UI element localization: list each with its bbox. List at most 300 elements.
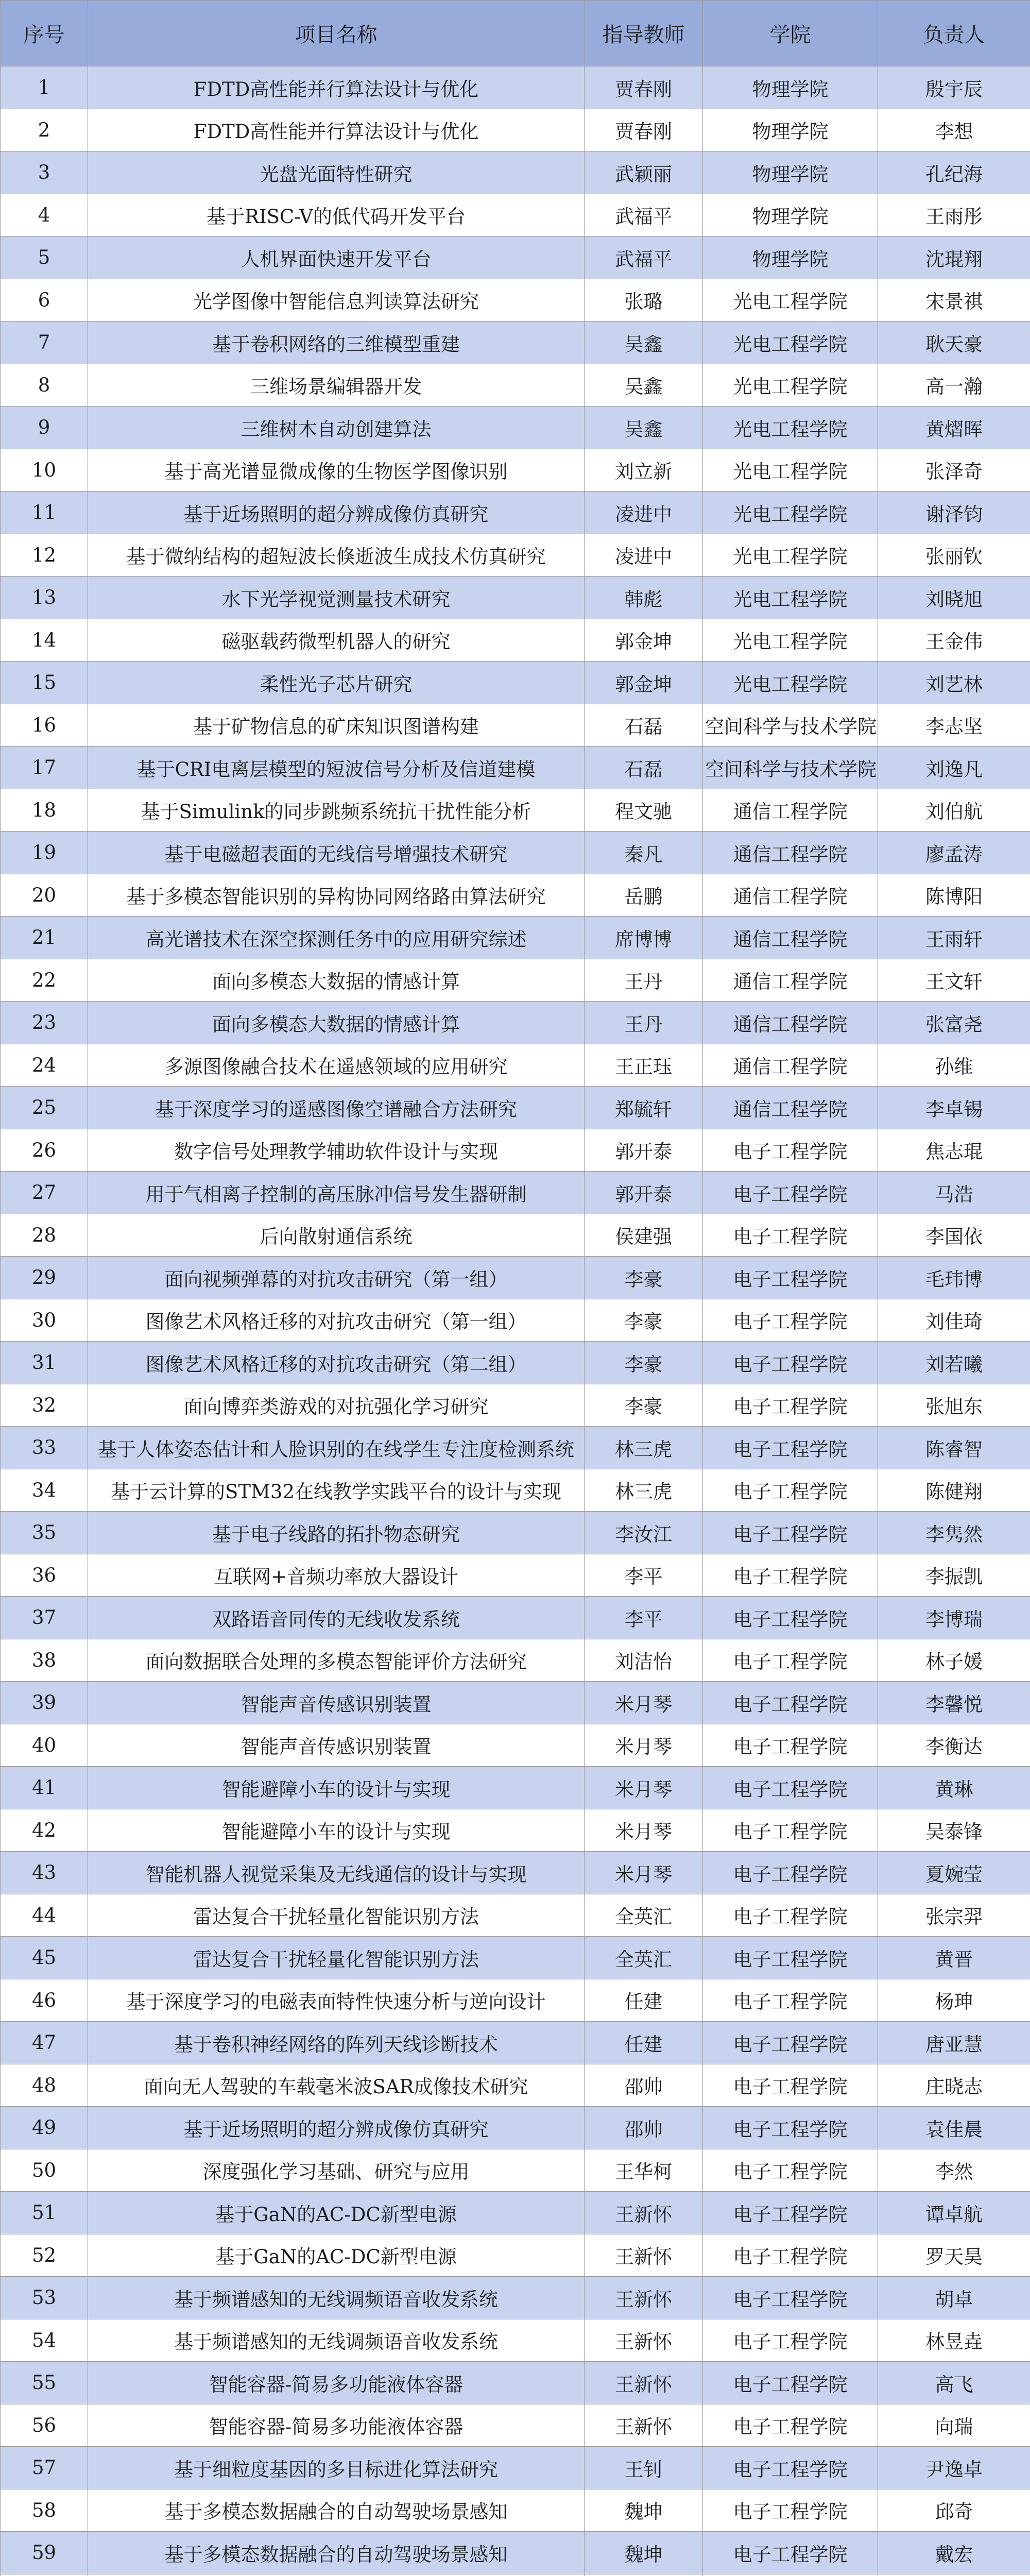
cell-advisor: 王丹 [585, 1002, 703, 1044]
cell-leader: 刘若曦 [878, 1342, 1030, 1384]
cell-project-name: 后向散射通信系统 [88, 1214, 585, 1257]
cell-index: 58 [1, 2489, 88, 2532]
table-row [1, 874, 1030, 917]
cell-advisor: 郭金坤 [585, 662, 703, 704]
cell-college: 电子工程学院 [703, 1299, 878, 1342]
cell-college: 电子工程学院 [703, 1427, 878, 1469]
cell-advisor: 刘洁怡 [585, 1639, 703, 1682]
table-row [1, 109, 1030, 151]
cell-leader: 向瑞 [878, 2404, 1030, 2447]
cell-index: 11 [1, 492, 88, 534]
cell-index: 17 [1, 747, 88, 789]
cell-project-name: 基于频谱感知的无线调频语音收发系统 [88, 2319, 585, 2362]
cell-project-name: 面向博弈类游戏的对抗强化学习研究 [88, 1384, 585, 1427]
cell-advisor: 李汝江 [585, 1512, 703, 1554]
cell-index: 49 [1, 2107, 88, 2149]
cell-project-name: 互联网+音频功率放大器设计 [88, 1554, 585, 1597]
cell-leader: 袁佳晨 [878, 2107, 1030, 2149]
table-row [1, 1682, 1030, 1724]
cell-index: 34 [1, 1469, 88, 1512]
cell-project-name: 雷达复合干扰轻量化智能识别方法 [88, 1894, 585, 1937]
cell-index: 28 [1, 1214, 88, 1257]
cell-leader: 夏婉莹 [878, 1852, 1030, 1894]
cell-leader: 孙维 [878, 1044, 1030, 1087]
cell-project-name: 光学图像中智能信息判读算法研究 [88, 279, 585, 321]
cell-index: 52 [1, 2234, 88, 2277]
cell-college: 光电工程学院 [703, 321, 878, 364]
cell-advisor: 米月琴 [585, 1724, 703, 1767]
cell-leader: 张旭东 [878, 1384, 1030, 1427]
cell-project-name: 基于RISC-V的低代码开发平台 [88, 194, 585, 236]
cell-index: 16 [1, 704, 88, 747]
table-row [1, 1002, 1030, 1044]
table-row [1, 2489, 1030, 2532]
cell-college: 电子工程学院 [703, 2234, 878, 2277]
cell-project-name: 面向多模态大数据的情感计算 [88, 959, 585, 1002]
cell-leader: 吴泰锋 [878, 1809, 1030, 1852]
cell-college: 电子工程学院 [703, 2064, 878, 2107]
cell-project-name: 图像艺术风格迁移的对抗攻击研究（第一组） [88, 1299, 585, 1342]
cell-college: 电子工程学院 [703, 1852, 878, 1894]
cell-index: 33 [1, 1427, 88, 1469]
cell-advisor: 全英汇 [585, 1937, 703, 1979]
cell-index: 32 [1, 1384, 88, 1427]
table-row [1, 1597, 1030, 1639]
cell-leader: 刘逸凡 [878, 747, 1030, 789]
table-row [1, 2319, 1030, 2362]
table-row [1, 1809, 1030, 1852]
cell-project-name: 智能避障小车的设计与实现 [88, 1767, 585, 1809]
cell-advisor: 武颖丽 [585, 151, 703, 194]
cell-project-name: 智能机器人视觉采集及无线通信的设计与实现 [88, 1852, 585, 1894]
cell-index: 8 [1, 364, 88, 406]
cell-college: 电子工程学院 [703, 2489, 878, 2532]
cell-leader: 马浩 [878, 1172, 1030, 1214]
cell-index: 38 [1, 1639, 88, 1682]
cell-index: 45 [1, 1937, 88, 1979]
cell-college: 空间科学与技术学院 [703, 704, 878, 747]
cell-college: 电子工程学院 [703, 1597, 878, 1639]
table-row [1, 2277, 1030, 2319]
cell-index: 3 [1, 151, 88, 194]
cell-leader: 李博瑞 [878, 1597, 1030, 1639]
table-row [1, 1979, 1030, 2022]
cell-leader: 刘晓旭 [878, 577, 1030, 619]
cell-leader: 黄晋 [878, 1937, 1030, 1979]
cell-college: 通信工程学院 [703, 1044, 878, 1087]
cell-project-name: 基于多模态数据融合的自动驾驶场景感知 [88, 2532, 585, 2574]
table-row [1, 1384, 1030, 1427]
cell-leader: 邱奇 [878, 2489, 1030, 2532]
table-row [1, 1937, 1030, 1979]
cell-project-name: 基于多模态数据融合的自动驾驶场景感知 [88, 2489, 585, 2532]
cell-index: 50 [1, 2149, 88, 2192]
cell-project-name: 磁驱载药微型机器人的研究 [88, 619, 585, 662]
cell-project-name: 人机界面快速开发平台 [88, 236, 585, 279]
cell-index: 56 [1, 2404, 88, 2447]
cell-advisor: 李豪 [585, 1257, 703, 1299]
cell-college: 光电工程学院 [703, 534, 878, 577]
cell-college: 物理学院 [703, 66, 878, 109]
cell-college: 通信工程学院 [703, 874, 878, 917]
cell-college: 电子工程学院 [703, 1767, 878, 1809]
cell-advisor: 郭开泰 [585, 1129, 703, 1172]
table-row [1, 321, 1030, 364]
cell-leader: 尹逸卓 [878, 2447, 1030, 2489]
cell-advisor: 魏坤 [585, 2489, 703, 2532]
cell-advisor: 程文驰 [585, 789, 703, 832]
cell-college: 通信工程学院 [703, 832, 878, 874]
cell-project-name: 智能声音传感识别装置 [88, 1724, 585, 1767]
cell-advisor: 张璐 [585, 279, 703, 321]
cell-leader: 杨珅 [878, 1979, 1030, 2022]
cell-leader: 沈琨翔 [878, 236, 1030, 279]
cell-project-name: 基于多模态智能识别的异构协同网络路由算法研究 [88, 874, 585, 917]
cell-index: 40 [1, 1724, 88, 1767]
cell-index: 43 [1, 1852, 88, 1894]
table-row [1, 449, 1030, 492]
header-college: 学院 [703, 1, 878, 66]
cell-advisor: 岳鹏 [585, 874, 703, 917]
cell-advisor: 石磊 [585, 747, 703, 789]
cell-index: 35 [1, 1512, 88, 1554]
cell-college: 光电工程学院 [703, 492, 878, 534]
cell-college: 电子工程学院 [703, 1214, 878, 1257]
table-row [1, 2234, 1030, 2277]
cell-college: 电子工程学院 [703, 2107, 878, 2149]
cell-project-name: 基于细粒度基因的多目标进化算法研究 [88, 2447, 585, 2489]
cell-project-name: 基于Simulink的同步跳频系统抗干扰性能分析 [88, 789, 585, 832]
cell-advisor: 郭金坤 [585, 619, 703, 662]
cell-advisor: 郭开泰 [585, 1172, 703, 1214]
cell-advisor: 石磊 [585, 704, 703, 747]
cell-leader [878, 2574, 1030, 2576]
cell-project-name: FDTD高性能并行算法设计与优化 [88, 66, 585, 109]
cell-leader: 王金伟 [878, 619, 1030, 662]
cell-college: 电子工程学院 [703, 1257, 878, 1299]
cell-college: 电子工程学院 [703, 2362, 878, 2404]
table-row [1, 789, 1030, 832]
cell-leader: 张丽钦 [878, 534, 1030, 577]
cell-college: 电子工程学院 [703, 2319, 878, 2362]
table-row [1, 364, 1030, 406]
cell-advisor: 邵帅 [585, 2064, 703, 2107]
cell-project-name: 基于人体姿态估计和人脸识别的在线学生专注度检测系统 [88, 1427, 585, 1469]
table-row [1, 619, 1030, 662]
cell-advisor: 贾春刚 [585, 109, 703, 151]
table-row [1, 747, 1030, 789]
cell-college [703, 2574, 878, 2576]
cell-college: 光电工程学院 [703, 577, 878, 619]
cell-leader: 罗天昊 [878, 2234, 1030, 2277]
table-row [1, 1767, 1030, 1809]
cell-advisor: 郑毓轩 [585, 1087, 703, 1129]
cell-index: 5 [1, 236, 88, 279]
cell-leader: 黄琳 [878, 1767, 1030, 1809]
cell-project-name: 双路语音同传的无线收发系统 [88, 1597, 585, 1639]
cell-leader: 张富尧 [878, 1002, 1030, 1044]
cell-leader: 王文轩 [878, 959, 1030, 1002]
cell-leader: 李卓锡 [878, 1087, 1030, 1129]
cell-leader: 李隽然 [878, 1512, 1030, 1554]
cell-advisor: 全英汇 [585, 1894, 703, 1937]
cell-project-name: 基于深度学习的遥感图像空谱融合方法研究 [88, 1087, 585, 1129]
cell-advisor: 侯建强 [585, 1214, 703, 1257]
cell-advisor: 刘立新 [585, 449, 703, 492]
cell-leader: 李衡达 [878, 1724, 1030, 1767]
cell-project-name: 基于GaN的AC-DC新型电源 [88, 2234, 585, 2277]
cell-leader: 胡卓 [878, 2277, 1030, 2319]
cell-advisor: 席博博 [585, 917, 703, 959]
table-row [1, 1512, 1030, 1554]
cell-index: 2 [1, 109, 88, 151]
table-row [1, 2532, 1030, 2574]
cell-index: 59 [1, 2532, 88, 2574]
table-row [1, 406, 1030, 449]
cell-project-name: 基于CRI电离层模型的短波信号分析及信道建模 [88, 747, 585, 789]
cell-index: 55 [1, 2362, 88, 2404]
cell-project-name: FDTD高性能并行算法设计与优化 [88, 109, 585, 151]
cell-advisor: 王丹 [585, 959, 703, 1002]
cell-leader: 林子媛 [878, 1639, 1030, 1682]
cell-college: 电子工程学院 [703, 1129, 878, 1172]
cell-leader: 谭卓航 [878, 2192, 1030, 2234]
cell-leader: 刘佳琦 [878, 1299, 1030, 1342]
cell-project-name: 面向无人驾驶的车载毫米波SAR成像技术研究 [88, 2064, 585, 2107]
cell-advisor: 李豪 [585, 1384, 703, 1427]
cell-advisor: 王钊 [585, 2447, 703, 2489]
cell-college: 通信工程学院 [703, 917, 878, 959]
cell-index: 37 [1, 1597, 88, 1639]
table-row [1, 2022, 1030, 2064]
table-row [1, 534, 1030, 577]
cell-advisor: 米月琴 [585, 1682, 703, 1724]
table-row [1, 2404, 1030, 2447]
cell-project-name: 数字信号处理教学辅助软件设计与实现 [88, 1129, 585, 1172]
table-row [1, 1852, 1030, 1894]
cell-index: 22 [1, 959, 88, 1002]
table-row [1, 2362, 1030, 2404]
cell-college: 物理学院 [703, 194, 878, 236]
cell-project-name: 雷达复合干扰轻量化智能识别方法 [88, 1937, 585, 1979]
cell-project-name: 基于深度学习的电磁表面特性快速分析与逆向设计 [88, 1979, 585, 2022]
cell-advisor: 王新怀 [585, 2319, 703, 2362]
cell-project-name: 水下光学视觉测量技术研究 [88, 577, 585, 619]
cell-project-name: 三维场景编辑器开发 [88, 364, 585, 406]
cell-advisor [585, 2574, 703, 2576]
header-advisor: 指导教师 [585, 1, 703, 66]
cell-index: 25 [1, 1087, 88, 1129]
cell-college: 电子工程学院 [703, 1809, 878, 1852]
cell-college: 光电工程学院 [703, 406, 878, 449]
cell-leader: 戴宏 [878, 2532, 1030, 2574]
cell-leader: 李想 [878, 109, 1030, 151]
cell-leader: 耿天豪 [878, 321, 1030, 364]
cell-college: 电子工程学院 [703, 1937, 878, 1979]
table-row [1, 279, 1030, 321]
cell-leader: 唐亚慧 [878, 2022, 1030, 2064]
cell-leader: 陈健翔 [878, 1469, 1030, 1512]
cell-leader: 焦志琨 [878, 1129, 1030, 1172]
cell-index: 7 [1, 321, 88, 364]
cell-college: 电子工程学院 [703, 1724, 878, 1767]
table-row [1, 1299, 1030, 1342]
cell-index: 30 [1, 1299, 88, 1342]
table-row [1, 2149, 1030, 2192]
cell-college: 通信工程学院 [703, 1002, 878, 1044]
cell-advisor: 林三虎 [585, 1469, 703, 1512]
cell-advisor: 凌进中 [585, 534, 703, 577]
cell-project-name: 基于高光谱显微成像的生物医学图像识别 [88, 449, 585, 492]
cell-index: 39 [1, 1682, 88, 1724]
cell-leader: 李国依 [878, 1214, 1030, 1257]
cell-advisor: 王新怀 [585, 2404, 703, 2447]
cell-index: 13 [1, 577, 88, 619]
table-row [1, 1724, 1030, 1767]
cell-index: 53 [1, 2277, 88, 2319]
table-row [1, 236, 1030, 279]
cell-index: 15 [1, 662, 88, 704]
cell-college: 电子工程学院 [703, 1979, 878, 2022]
cell-college: 通信工程学院 [703, 959, 878, 1002]
table-row [1, 2447, 1030, 2489]
cell-college: 物理学院 [703, 109, 878, 151]
table-row [1, 1129, 1030, 1172]
table-row [1, 832, 1030, 874]
cell-project-name: 基于卷积神经网络的阵列天线诊断技术 [88, 2022, 585, 2064]
table-row [1, 66, 1030, 109]
cell-leader: 张宗羿 [878, 1894, 1030, 1937]
cell-project-name [88, 2574, 585, 2576]
cell-project-name: 深度强化学习基础、研究与应用 [88, 2149, 585, 2192]
cell-leader: 李振凯 [878, 1554, 1030, 1597]
cell-leader: 林昱垚 [878, 2319, 1030, 2362]
cell-index: 42 [1, 1809, 88, 1852]
header-project-name: 项目名称 [88, 1, 585, 66]
cell-index: 20 [1, 874, 88, 917]
cell-college: 电子工程学院 [703, 1682, 878, 1724]
cell-college: 物理学院 [703, 236, 878, 279]
cell-college: 电子工程学院 [703, 2149, 878, 2192]
table-row [1, 2064, 1030, 2107]
cell-leader: 王雨彤 [878, 194, 1030, 236]
table-row [1, 1639, 1030, 1682]
cell-advisor: 魏坤 [585, 2532, 703, 2574]
cell-leader: 黄熠晖 [878, 406, 1030, 449]
cell-leader: 王雨轩 [878, 917, 1030, 959]
cell-leader: 毛玮博 [878, 1257, 1030, 1299]
table-row [1, 917, 1030, 959]
cell-index: 31 [1, 1342, 88, 1384]
cell-advisor: 王华柯 [585, 2149, 703, 2192]
cell-college: 电子工程学院 [703, 1384, 878, 1427]
cell-index: 23 [1, 1002, 88, 1044]
cell-college: 空间科学与技术学院 [703, 747, 878, 789]
cell-project-name: 图像艺术风格迁移的对抗攻击研究（第二组） [88, 1342, 585, 1384]
table-row [1, 194, 1030, 236]
cell-advisor: 王正珏 [585, 1044, 703, 1087]
cell-index: 9 [1, 406, 88, 449]
cell-project-name: 基于微纳结构的超短波长倏逝波生成技术仿真研究 [88, 534, 585, 577]
cell-advisor: 秦凡 [585, 832, 703, 874]
cell-college: 电子工程学院 [703, 2447, 878, 2489]
cell-index: 4 [1, 194, 88, 236]
cell-advisor: 邵帅 [585, 2107, 703, 2149]
table-row [1, 662, 1030, 704]
cell-college: 电子工程学院 [703, 1172, 878, 1214]
cell-college: 通信工程学院 [703, 1087, 878, 1129]
cell-college: 电子工程学院 [703, 2022, 878, 2064]
cell-project-name: 基于频谱感知的无线调频语音收发系统 [88, 2277, 585, 2319]
table-header-row [1, 1, 1030, 66]
cell-leader: 庄晓志 [878, 2064, 1030, 2107]
cell-index: 54 [1, 2319, 88, 2362]
cell-project-name: 用于气相离子控制的高压脉冲信号发生器研制 [88, 1172, 585, 1214]
cell-project-name: 智能避障小车的设计与实现 [88, 1809, 585, 1852]
cell-advisor: 吴鑫 [585, 406, 703, 449]
cell-advisor: 林三虎 [585, 1427, 703, 1469]
cell-index: 57 [1, 2447, 88, 2489]
cell-index: 44 [1, 1894, 88, 1937]
cell-college: 光电工程学院 [703, 364, 878, 406]
cell-index: 18 [1, 789, 88, 832]
cell-project-name: 柔性光子芯片研究 [88, 662, 585, 704]
cell-project-name: 基于电磁超表面的无线信号增强技术研究 [88, 832, 585, 874]
cell-leader: 殷宇辰 [878, 66, 1030, 109]
cell-college: 电子工程学院 [703, 1469, 878, 1512]
table-row [1, 959, 1030, 1002]
cell-index: 48 [1, 2064, 88, 2107]
cell-leader: 李馨悦 [878, 1682, 1030, 1724]
cell-index [1, 2574, 88, 2576]
table-row [1, 2574, 1030, 2576]
cell-project-name: 智能容器-简易多功能液体容器 [88, 2404, 585, 2447]
cell-college: 光电工程学院 [703, 279, 878, 321]
cell-advisor: 贾春刚 [585, 66, 703, 109]
cell-project-name: 三维树木自动创建算法 [88, 406, 585, 449]
cell-leader: 刘伯航 [878, 789, 1030, 832]
cell-index: 41 [1, 1767, 88, 1809]
table-row [1, 151, 1030, 194]
table-row [1, 1554, 1030, 1597]
cell-leader: 张泽奇 [878, 449, 1030, 492]
cell-index: 29 [1, 1257, 88, 1299]
table-row [1, 1342, 1030, 1384]
cell-advisor: 米月琴 [585, 1809, 703, 1852]
cell-college: 电子工程学院 [703, 1554, 878, 1597]
cell-college: 物理学院 [703, 151, 878, 194]
cell-college: 电子工程学院 [703, 1639, 878, 1682]
cell-index: 10 [1, 449, 88, 492]
table-row [1, 1894, 1030, 1937]
cell-college: 通信工程学院 [703, 789, 878, 832]
cell-advisor: 王新怀 [585, 2277, 703, 2319]
cell-college: 电子工程学院 [703, 2532, 878, 2574]
cell-index: 47 [1, 2022, 88, 2064]
cell-index: 46 [1, 1979, 88, 2022]
cell-project-name: 智能声音传感识别装置 [88, 1682, 585, 1724]
table-row [1, 492, 1030, 534]
cell-index: 26 [1, 1129, 88, 1172]
cell-advisor: 米月琴 [585, 1767, 703, 1809]
cell-advisor: 王新怀 [585, 2234, 703, 2277]
table-row [1, 1214, 1030, 1257]
table-row [1, 577, 1030, 619]
cell-advisor: 李豪 [585, 1299, 703, 1342]
cell-project-name: 光盘光面特性研究 [88, 151, 585, 194]
cell-index: 21 [1, 917, 88, 959]
cell-advisor: 李平 [585, 1597, 703, 1639]
